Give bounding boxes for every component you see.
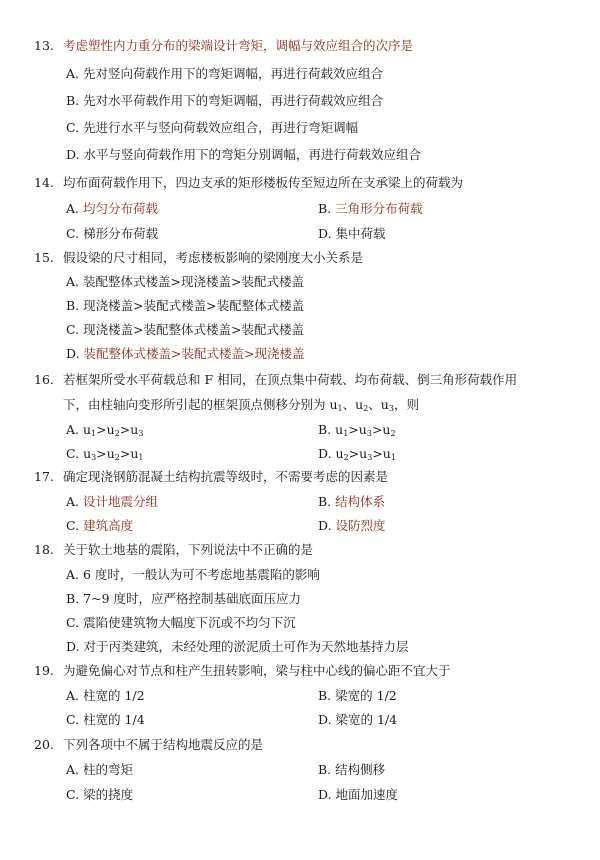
question-16-stem: 若框架所受水平荷载总和 F 相同，在顶点集中荷载、均布荷载、倒三角形荷载作用: [63, 372, 518, 387]
question-14-option-a: A. 均匀分布荷载: [66, 201, 159, 216]
question-18-option-c: C. 震陷使建筑物大幅度下沉或不均匀下沉: [66, 615, 296, 630]
question-15-option-b: B. 现浇楼盖>装配式楼盖>装配整体式楼盖: [66, 298, 305, 313]
question-16-option-c: C. $u_3>u_2>u_1$: [66, 446, 144, 462]
question-16-number: 16.: [34, 372, 54, 387]
question-18-option-a: A. 6 度时，一般认为可不考虑地基震陷的影响: [66, 567, 320, 582]
question-13-option-a: A. 先对竖向荷载作用下的弯矩调幅，再进行荷载效应组合: [66, 66, 384, 81]
question-20-option-c: C. 梁的挠度: [66, 787, 134, 802]
question-15-option-d: D. 装配整体式楼盖>装配式楼盖>现浇楼盖: [66, 346, 305, 361]
question-16-option-b: B. $u_1>u_3>u_2$: [318, 422, 396, 438]
question-19-option-d: D. 梁宽的 1/4: [318, 712, 398, 727]
question-13-option-d: D. 水平与竖向荷载作用下的弯矩分别调幅，再进行荷载效应组合: [66, 147, 422, 162]
question-20-option-d: D. 地面加速度: [318, 787, 399, 802]
question-15-option-c: C. 现浇楼盖>装配整体式楼盖>装配式楼盖: [66, 322, 305, 337]
question-16-option-a: A. $u_1>u_2>u_3$: [66, 422, 144, 438]
question-13-stem: 考虑塑性内力重分布的梁端设计弯矩，调幅与效应组合的次序是: [63, 38, 414, 53]
question-19-stem: 为避免偏心对节点和柱产生扭转影响，梁与柱中心线的偏心距不宜大于: [63, 663, 451, 678]
question-14-stem: 均布面荷载作用下，四边支承的矩形楼板传至短边所在支承梁上的荷载为: [63, 175, 464, 190]
question-19-option-c: C. 柱宽的 1/4: [66, 712, 145, 727]
question-15-option-a: A. 装配整体式楼盖>现浇楼盖>装配式楼盖: [66, 274, 304, 289]
question-18-stem: 关于软土地基的震陷，下列说法中不正确的是: [63, 542, 314, 557]
question-14-option-c: C. 梯形分布荷载: [66, 226, 159, 241]
question-19-option-b: B. 梁宽的 1/2: [318, 688, 397, 703]
question-18-number: 18.: [34, 542, 54, 557]
question-15-stem: 假设梁的尺寸相同，考虑楼板影响的梁刚度大小关系是: [63, 250, 364, 265]
question-13-option-c: C. 先进行水平与竖向荷载效应组合，再进行弯矩调幅: [66, 120, 359, 135]
question-17-number: 17.: [34, 469, 54, 484]
question-18-option-d: D. 对于丙类建筑，未经处理的淤泥质土可作为天然地基持力层: [66, 639, 409, 654]
question-20-stem: 下列各项中不属于结构地震反应的是: [63, 737, 264, 752]
question-17-option-b: B. 结构体系: [318, 494, 386, 509]
question-14-option-d: D. 集中荷载: [318, 226, 386, 241]
question-16-option-d: D. $u_2>u_3>u_1$: [318, 446, 396, 462]
question-16-stem-continued: 下，由柱轴向变形所引起的框架顶点侧移分别为 $u_1$、$u_2$、$u_3$，则: [63, 397, 419, 413]
question-19-option-a: A. 柱宽的 1/2: [66, 688, 145, 703]
question-20-number: 20.: [34, 737, 54, 752]
question-20-option-b: B. 结构侧移: [318, 762, 386, 777]
question-17-option-d: D. 设防烈度: [318, 518, 386, 533]
question-17-option-a: A. 设计地震分组: [66, 494, 159, 509]
question-18-option-b: B. 7~9 度时，应严格控制基础底面压应力: [66, 591, 302, 606]
question-14-number: 14.: [34, 175, 54, 190]
question-19-number: 19.: [34, 663, 54, 678]
question-17-option-c: C. 建筑高度: [66, 518, 134, 533]
question-13-number: 13.: [34, 38, 54, 53]
question-14-option-b: B. 三角形分布荷载: [318, 201, 423, 216]
question-20-option-a: A. 柱的弯矩: [66, 762, 134, 777]
question-13-option-b: B. 先对水平荷载作用下的弯矩调幅，再进行荷载效应组合: [66, 93, 384, 108]
question-15-number: 15.: [34, 250, 54, 265]
question-17-stem: 确定现浇钢筋混凝土结构抗震等级时，不需要考虑的因素是: [63, 469, 389, 484]
